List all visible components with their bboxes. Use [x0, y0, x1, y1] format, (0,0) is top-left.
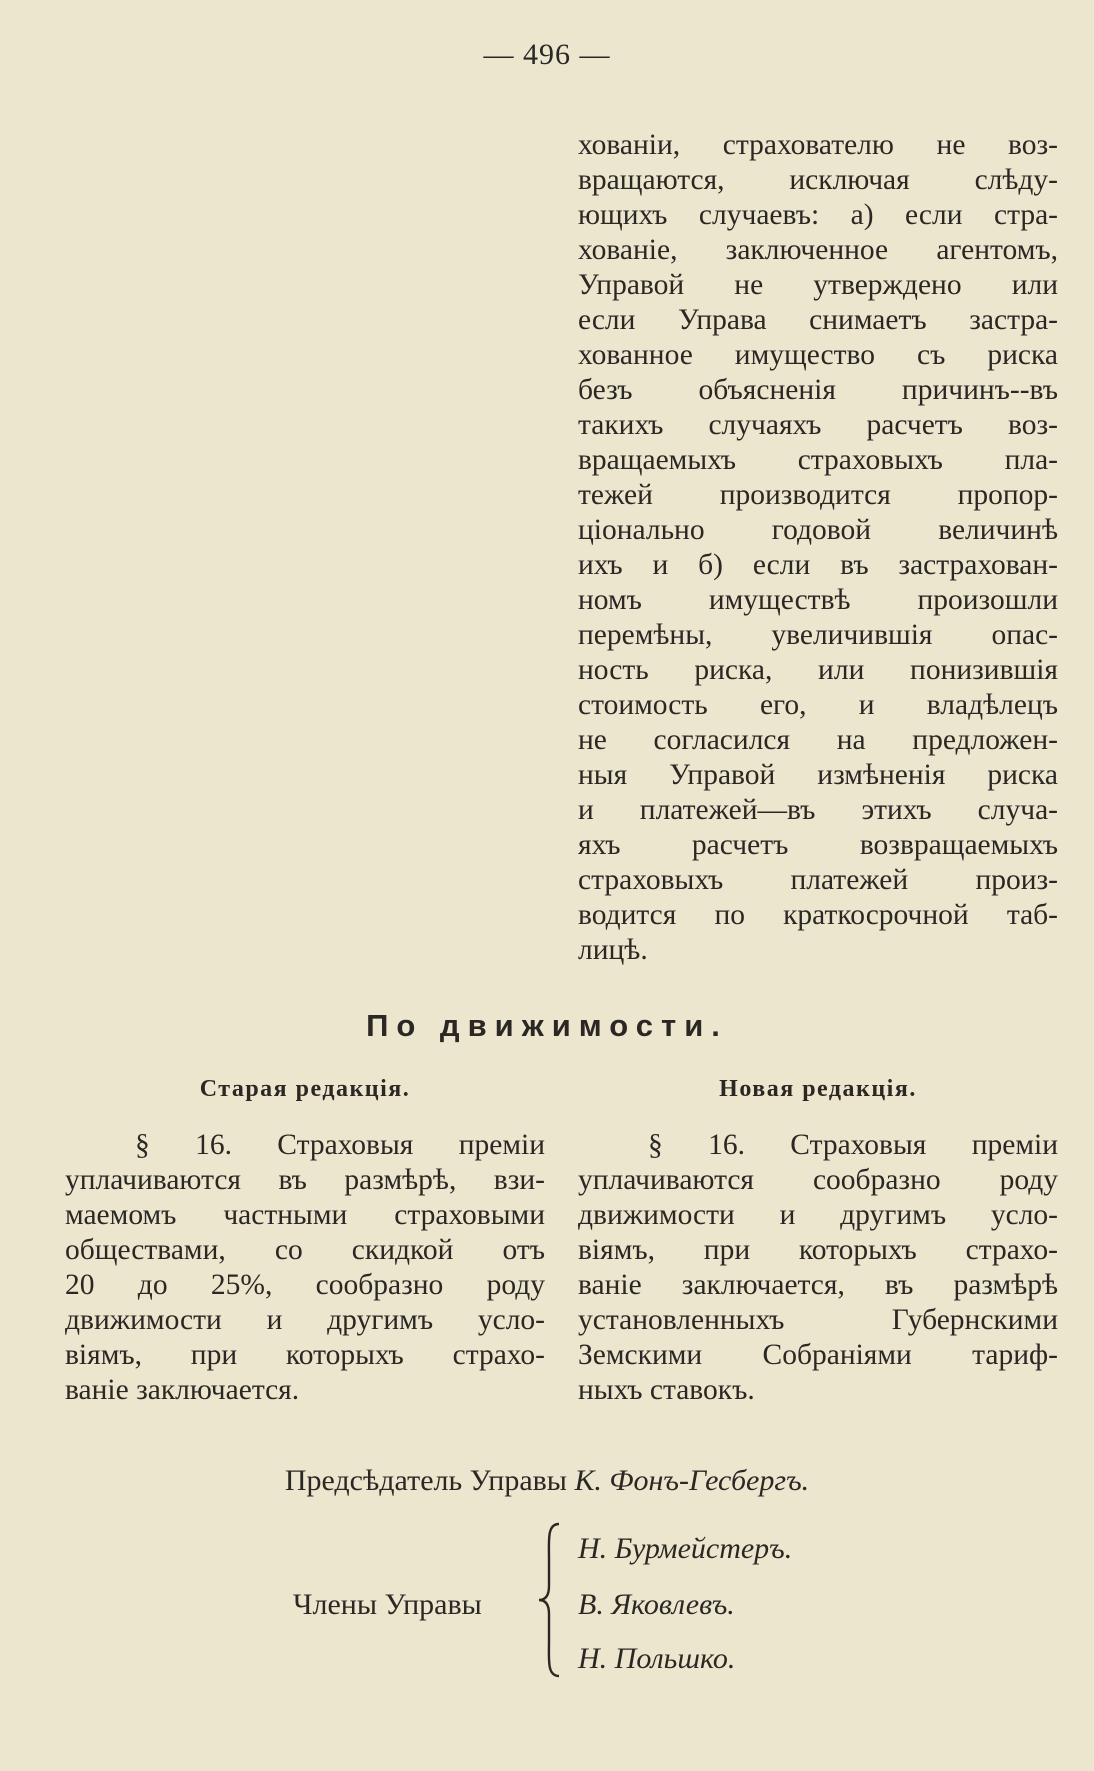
- text-line: страховыхъ платежей произ-: [578, 864, 1058, 896]
- text-line: вращаются, исключая слѣду-: [578, 164, 1058, 196]
- text-line: обществами, со скидкой отъ: [65, 1234, 545, 1266]
- members-label: Члены Управы: [293, 1588, 482, 1621]
- text-line: не согласился на предложен-: [578, 724, 1058, 756]
- text-line: лицѣ.: [578, 934, 648, 966]
- text-line: Земскими Собраніями тариф-: [578, 1339, 1058, 1371]
- text-line: безъ объясненія причинъ--въ: [578, 374, 1058, 406]
- text-line: такихъ случаяхъ расчетъ воз-: [578, 409, 1058, 441]
- text-line: установленныхъ Губернскими: [578, 1304, 1058, 1336]
- text-line: движимости и другимъ усло-: [578, 1199, 1058, 1231]
- text-line: ющихъ случаевъ: а) если стра-: [578, 199, 1058, 231]
- new-redaction-text: [578, 1128, 1058, 1408]
- text-line: хованіи, страхователю не воз-: [578, 129, 1058, 161]
- chairman-signature: [0, 1464, 1094, 1498]
- text-line: § 16. Страховыя преміи: [648, 1129, 1058, 1161]
- old-redaction-text: [65, 1128, 545, 1408]
- text-line: ность риска, или понизившія: [578, 654, 1058, 686]
- continued-paragraph: [578, 128, 1058, 968]
- text-line: тежей производится пропор-: [578, 479, 1058, 511]
- text-line: перемѣны, увеличившія опас-: [578, 619, 1058, 651]
- text-line: водится по краткосрочной таб-: [578, 899, 1058, 931]
- text-line: номъ имуществѣ произошли: [578, 584, 1058, 616]
- text-line: если Управа снимаетъ застра-: [578, 304, 1058, 336]
- text-line: ціонально годовой величинѣ: [578, 514, 1058, 546]
- text-line: хованное имущество съ риска: [578, 339, 1058, 371]
- member-name: Н. Польшко.: [578, 1642, 736, 1675]
- text-line: движимости и другимъ усло-: [65, 1304, 545, 1336]
- text-line: віямъ, при которыхъ страхо-: [578, 1234, 1058, 1266]
- page-number: — 496 —: [483, 38, 611, 71]
- text-line: Управой не утверждено или: [578, 269, 1058, 301]
- member-name: Н. Бурмейстеръ.: [578, 1532, 793, 1565]
- text-line: ваніе заключается.: [65, 1374, 300, 1406]
- text-line: вращаемыхъ страховыхъ пла-: [578, 444, 1058, 476]
- text-line: ныя Управой измѣненія риска: [578, 759, 1058, 791]
- chairman-name: К. Фонъ-Гесбергъ.: [574, 1464, 810, 1497]
- new-redaction-heading: Новая редакція.: [719, 1076, 917, 1102]
- chairman-title: Предсѣдатель Управы: [284, 1464, 567, 1497]
- text-line: уплачиваются въ размѣрѣ, взи-: [65, 1164, 545, 1196]
- section-heading: По движимости.: [366, 1008, 728, 1043]
- text-line: § 16. Страховыя преміи: [135, 1129, 545, 1161]
- text-line: маемомъ частными страховыми: [65, 1199, 545, 1231]
- text-line: ваніе заключается, въ размѣрѣ: [578, 1269, 1058, 1301]
- text-line: ныхъ ставокъ.: [578, 1374, 755, 1406]
- text-line: хованіе, заключенное агентомъ,: [578, 234, 1058, 266]
- text-line: ихъ и б) если въ застрахован-: [578, 549, 1058, 581]
- text-line: и платежей—въ этихъ случа-: [578, 794, 1058, 826]
- text-line: уплачиваются сообразно роду: [578, 1164, 1058, 1196]
- old-redaction-heading: Старая редакція.: [199, 1076, 411, 1102]
- member-name: В. Яковлевъ.: [578, 1588, 735, 1621]
- text-line: яхъ расчетъ возвращаемыхъ: [578, 829, 1058, 861]
- curly-brace-icon: [535, 1520, 565, 1680]
- text-line: 20 до 25%, сообразно роду: [65, 1269, 545, 1301]
- text-line: віямъ, при которыхъ страхо-: [65, 1339, 545, 1371]
- text-line: стоимость его, и владѣлецъ: [578, 689, 1058, 721]
